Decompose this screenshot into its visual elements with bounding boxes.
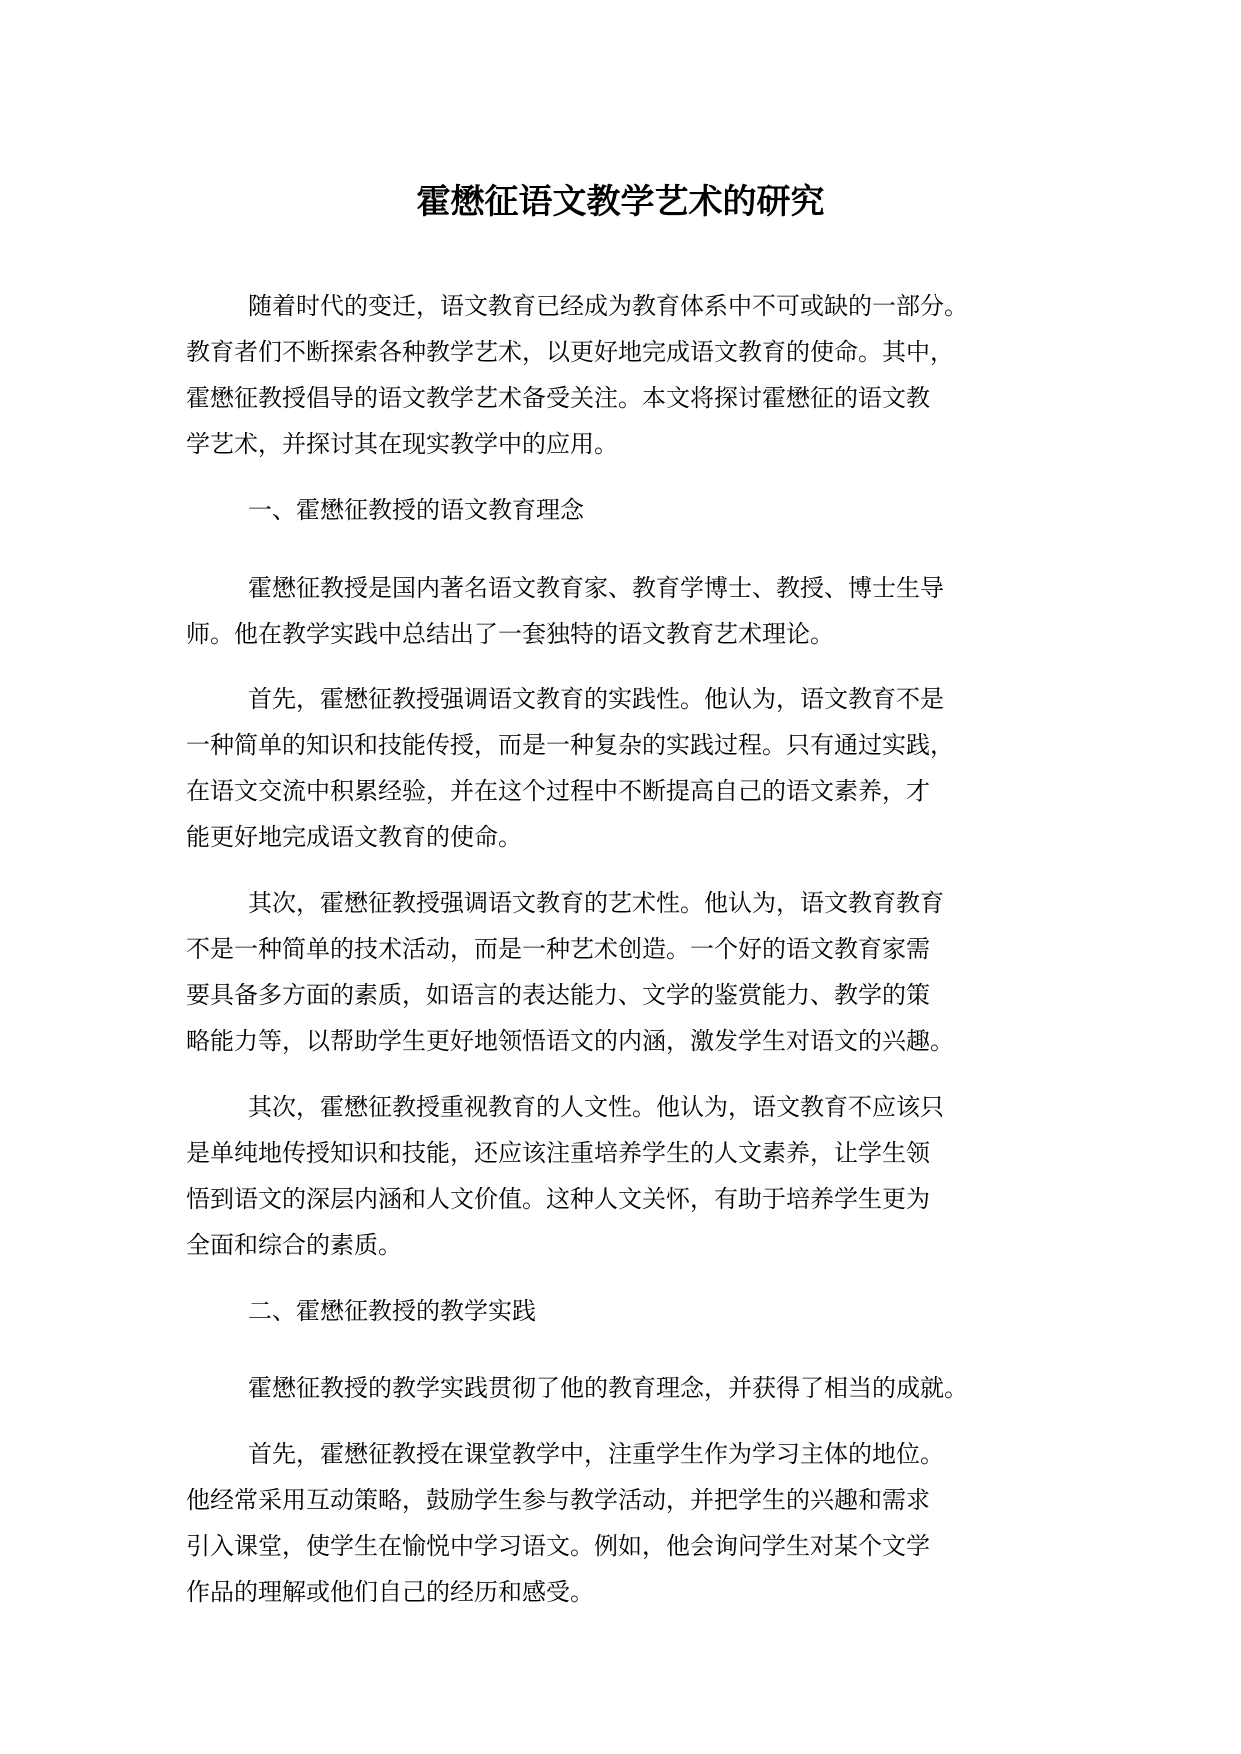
paragraph-line: 其次，霍懋征教授重视教育的人文性。他认为，语文教育不应该只 [248, 1093, 944, 1121]
paragraph-line: 首先，霍懋征教授强调语文教育的实践性。他认为，语文教育不是 [248, 685, 944, 713]
paragraph-line: 其次，霍懋征教授强调语文教育的艺术性。他认为，语文教育教育 [248, 889, 944, 917]
paragraph-line: 教育者们不断探索各种教学艺术，以更好地完成语文教育的使命。其中， [186, 338, 954, 366]
paragraph-humanity [186, 1084, 1086, 1268]
paragraph-line: 是单纯地传授知识和技能，还应该注重培养学生的人文素养，让学生领 [186, 1139, 930, 1167]
paragraph-line: 霍懋征教授倡导的语文教学艺术备受关注。本文将探讨霍懋征的语文教 [186, 384, 930, 412]
section-heading-1 [186, 487, 1086, 533]
paragraph-line: 在语文交流中积累经验，并在这个过程中不断提高自己的语文素养，才 [186, 777, 930, 805]
paragraph-line: 师。他在教学实践中总结出了一套独特的语文教育艺术理论。 [186, 620, 834, 648]
paragraph-line: 作品的理解或他们自己的经历和感受。 [186, 1578, 594, 1606]
paragraph-artistry [186, 880, 1086, 1064]
paragraph-line: 略能力等，以帮助学生更好地领悟语文的内涵，激发学生对语文的兴趣。 [186, 1027, 954, 1055]
heading-line: 二、霍懋征教授的教学实践 [248, 1297, 536, 1325]
paragraph-teacher-intro [186, 565, 1086, 657]
paragraph-line: 首先，霍懋征教授在课堂教学中，注重学生作为学习主体的地位。 [248, 1440, 944, 1468]
paragraph-line: 要具备多方面的素质，如语言的表达能力、文学的鉴赏能力、教学的策 [186, 981, 930, 1009]
paragraph-classroom [186, 1431, 1086, 1615]
paragraph-line: 能更好地完成语文教育的使命。 [186, 823, 522, 851]
paragraph-line: 学艺术，并探讨其在现实教学中的应用。 [186, 430, 618, 458]
paragraph-line: 一种简单的知识和技能传授，而是一种复杂的实践过程。只有通过实践， [186, 731, 954, 759]
paragraph-line: 悟到语文的深层内涵和人文价值。这种人文关怀，有助于培养学生更为 [186, 1185, 930, 1213]
paragraph-line: 他经常采用互动策略，鼓励学生参与教学活动，并把学生的兴趣和需求 [186, 1486, 930, 1514]
paragraph-line: 全面和综合的素质。 [186, 1231, 402, 1259]
paragraph-intro [186, 283, 1086, 467]
section-heading-2 [186, 1288, 1086, 1334]
paragraph-line: 引入课堂，使学生在愉悦中学习语文。例如，他会询问学生对某个文学 [186, 1532, 930, 1560]
document-title: 霍懋征语文教学艺术的研究 [416, 182, 825, 222]
heading-line: 一、霍懋征教授的语文教育理念 [248, 496, 584, 524]
paragraph-line: 霍懋征教授是国内著名语文教育家、教育学博士、教授、博士生导 [248, 574, 944, 602]
paragraph-practicality [186, 676, 1086, 860]
paragraph-line: 霍懋征教授的教学实践贯彻了他的教育理念，并获得了相当的成就。 [248, 1374, 968, 1402]
paragraph-line: 不是一种简单的技术活动，而是一种艺术创造。一个好的语文教育家需 [186, 935, 930, 963]
paragraph-practice-summary [186, 1365, 1086, 1411]
paragraph-line: 随着时代的变迁，语文教育已经成为教育体系中不可或缺的一部分。 [248, 292, 968, 320]
